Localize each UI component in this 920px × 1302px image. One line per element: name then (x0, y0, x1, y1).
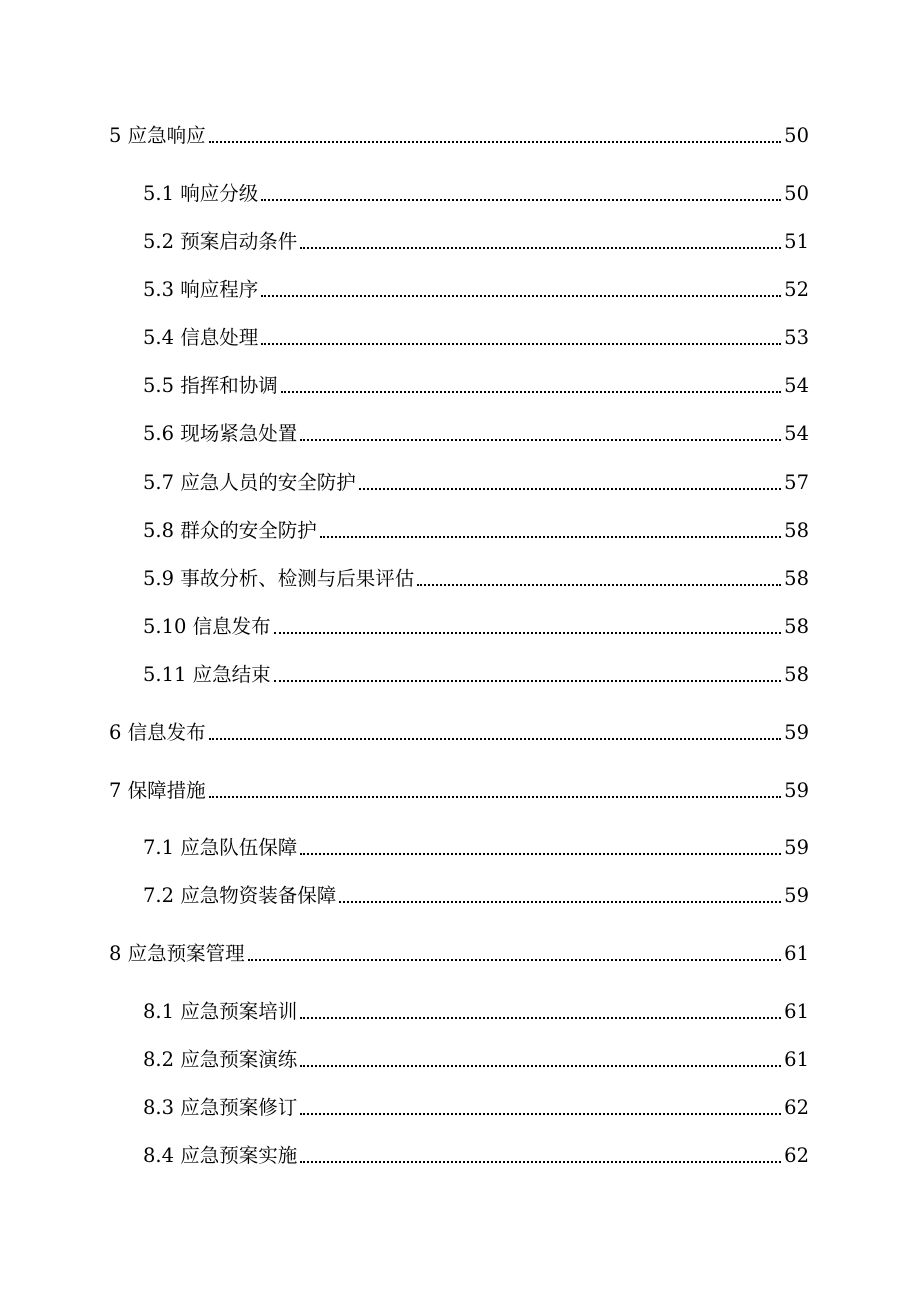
toc-dot-leader (300, 439, 781, 441)
toc-entry[interactable] (143, 882, 809, 910)
toc-dot-leader (300, 853, 781, 855)
toc-page-number: 51 (784, 230, 809, 253)
toc-entry[interactable] (143, 228, 809, 256)
toc-entry-title: 7.2 应急物资装备保障 (143, 884, 337, 907)
toc-dot-leader (209, 738, 782, 740)
toc-page-number: 59 (784, 721, 809, 744)
toc-entry-title: 6 信息发布 (109, 721, 206, 744)
toc-page-number: 61 (784, 1048, 809, 1071)
toc-dot-leader (359, 488, 781, 490)
toc-dot-leader (274, 680, 782, 682)
toc-dot-leader (300, 1017, 781, 1019)
toc-entry[interactable] (143, 1046, 809, 1074)
toc-entry[interactable] (143, 469, 809, 497)
toc-page-number: 53 (784, 326, 809, 349)
toc-dot-leader (417, 584, 781, 586)
toc-entry-title: 5.7 应急人员的安全防护 (143, 471, 356, 494)
toc-entry[interactable] (109, 122, 809, 150)
toc-entry[interactable] (143, 834, 809, 862)
toc-page-number: 58 (784, 663, 809, 686)
toc-entry-title: 7.1 应急队伍保障 (143, 836, 298, 859)
toc-entry[interactable] (109, 719, 809, 747)
toc-dot-leader (261, 295, 781, 297)
toc-entry-title: 8.4 应急预案实施 (143, 1144, 298, 1167)
toc-dot-leader (339, 901, 781, 903)
toc-page-number: 59 (784, 836, 809, 859)
toc-entry-title: 5.10 信息发布 (143, 615, 271, 638)
toc-page-number: 54 (784, 374, 809, 397)
toc-entry[interactable] (143, 180, 809, 208)
toc-dot-leader (248, 959, 782, 961)
toc-entry-title: 5 应急响应 (109, 124, 206, 147)
toc-entry-title: 7 保障措施 (109, 779, 206, 802)
toc-entry-title: 8.1 应急预案培训 (143, 1000, 298, 1023)
toc-entry[interactable] (143, 324, 809, 352)
toc-entry-title: 8.3 应急预案修订 (143, 1096, 298, 1119)
toc-entry[interactable] (109, 777, 809, 805)
toc-dot-leader (320, 536, 781, 538)
toc-dot-leader (209, 796, 782, 798)
toc-entry-title: 8 应急预案管理 (109, 942, 245, 965)
toc-page-number: 50 (784, 182, 809, 205)
toc-entry[interactable] (143, 517, 809, 545)
toc-dot-leader (300, 1161, 781, 1163)
toc-page-number: 62 (784, 1096, 809, 1119)
toc-dot-leader (300, 1113, 781, 1115)
toc-page-number: 59 (784, 884, 809, 907)
toc-entry[interactable] (143, 613, 809, 641)
toc-entry-title: 5.11 应急结束 (143, 663, 271, 686)
toc-entry-title: 5.4 信息处理 (143, 326, 259, 349)
toc-page-number: 61 (784, 1000, 809, 1023)
toc-entry[interactable] (143, 1142, 809, 1170)
toc-entry-title: 5.3 响应程序 (143, 278, 259, 301)
toc-entry-title: 5.2 预案启动条件 (143, 230, 298, 253)
toc-entry[interactable] (143, 565, 809, 593)
toc-entry[interactable] (143, 661, 809, 689)
toc-entry-title: 5.9 事故分析、检测与后果评估 (143, 567, 415, 590)
toc-dot-leader (281, 391, 781, 393)
toc-page-number: 52 (784, 278, 809, 301)
toc-page-number: 62 (784, 1144, 809, 1167)
toc-page-number: 50 (784, 124, 809, 147)
toc-page-number: 61 (784, 942, 809, 965)
toc-page-number: 54 (784, 422, 809, 445)
toc-entry[interactable] (143, 276, 809, 304)
toc-entry-title: 5.1 响应分级 (143, 182, 259, 205)
toc-page-number: 58 (784, 567, 809, 590)
toc-page-number: 58 (784, 615, 809, 638)
toc-entry-title: 5.5 指挥和协调 (143, 374, 278, 397)
toc-dot-leader (209, 141, 782, 143)
toc-entry[interactable] (143, 998, 809, 1026)
toc-entry-title: 5.6 现场紧急处置 (143, 422, 298, 445)
toc-entry[interactable] (143, 420, 809, 448)
toc-dot-leader (261, 199, 781, 201)
toc-page-number: 58 (784, 519, 809, 542)
toc-entry[interactable] (143, 372, 809, 400)
toc-dot-leader (300, 1065, 781, 1067)
toc-entry[interactable] (143, 1094, 809, 1122)
toc-dot-leader (300, 247, 781, 249)
toc-entry-title: 8.2 应急预案演练 (143, 1048, 298, 1071)
toc-page-number: 57 (784, 471, 809, 494)
toc-entry[interactable] (109, 940, 809, 968)
toc-entry-title: 5.8 群众的安全防护 (143, 519, 317, 542)
toc-dot-leader (261, 343, 781, 345)
toc-page-number: 59 (784, 779, 809, 802)
toc-dot-leader (274, 632, 782, 634)
